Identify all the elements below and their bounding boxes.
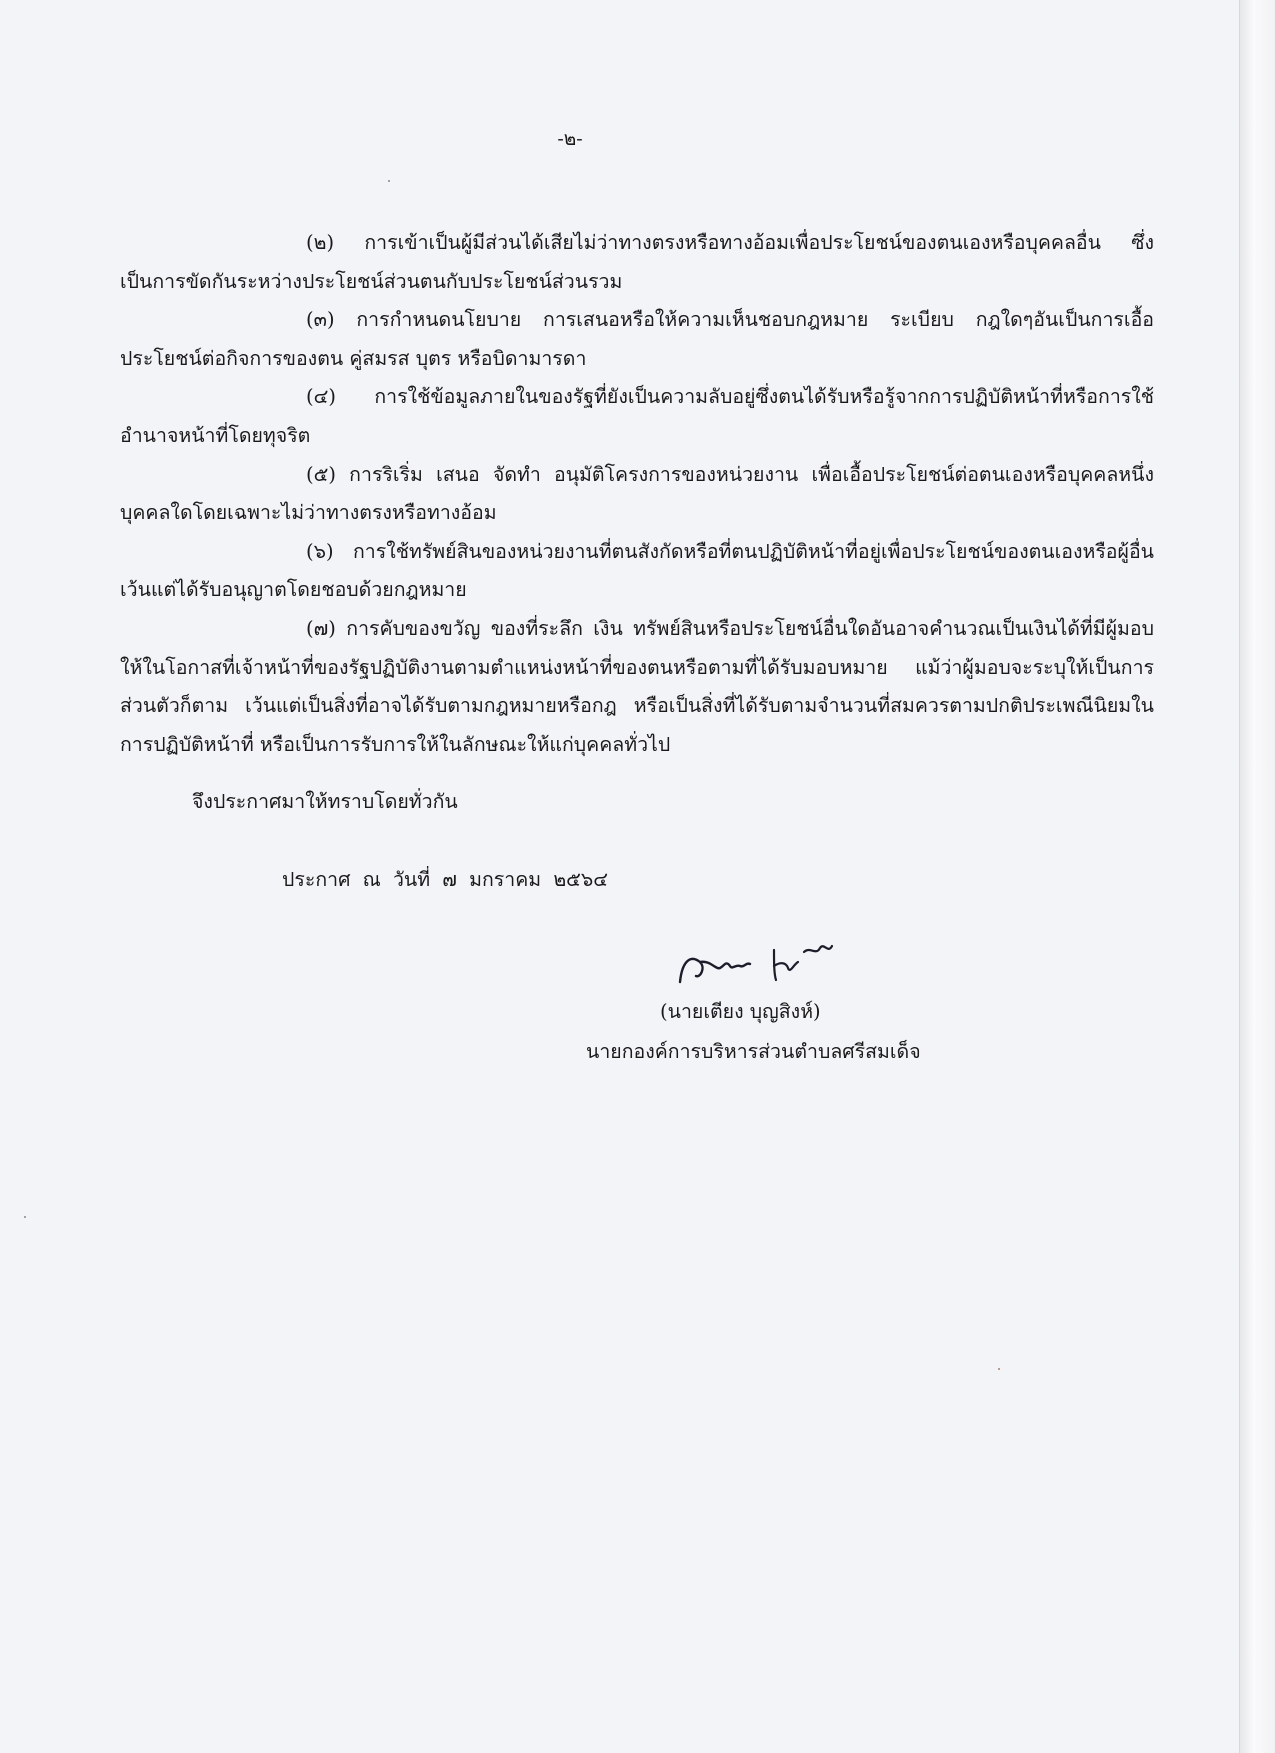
paper-edge [1239, 0, 1275, 1753]
paper-speck [388, 180, 390, 182]
clause-2: (๒) การเข้าเป็นผู้มีส่วนได้เสียไม่ว่าทางตรงหรือทางอ้อมเพื่อประโยชน์ของตนเองหรือบุคคลอื่น ซึ่งเป็นการขัดกันระหว่างประโยชน์ส่วนตนกับประโยชน์ส่วนรวม [120, 231, 1154, 293]
closing-statement: จึงประกาศมาให้ทราบโดยทั่วกัน [192, 790, 458, 813]
signer-title: นายกองค์การบริหารส่วนตำบลศรีสมเด็จ [586, 1040, 921, 1063]
clause-4: (๔) การใช้ข้อมูลภายในของรัฐที่ยังเป็นความลับอยู่ซึ่งตนได้รับหรือรู้จากการปฏิบัติหน้าที่หรือการใช้อำนาจหน้าที่โดยทุจริต [120, 385, 1154, 447]
announcement-body [120, 224, 1154, 764]
handwritten-signature [670, 932, 860, 992]
paper-speck [998, 1368, 1000, 1370]
announcement-date: ประกาศ ณ วันที่ ๗ มกราคม ๒๕๖๔ [282, 868, 609, 891]
clause-5: (๕) การริเริ่ม เสนอ จัดทำ อนุมัติโครงการของหน่วยงาน เพื่อเอื้อประโยชน์ต่อตนเองหรือบุคคลหนึ่งบุคคลใดโดยเฉพาะไม่ว่าทางตรงหรือทางอ้อม [120, 462, 1154, 525]
paper-speck [24, 1216, 26, 1218]
page-number: -๒- [557, 128, 583, 150]
clause-3: (๓) การกำหนดนโยบาย การเสนอหรือให้ความเห็นชอบกฎหมาย ระเบียบ กฎใดๆอันเป็นการเอื้อประโยชน์ต่อกิจการของตน คู่สมรส บุตร หรือบิดามารดา [120, 308, 1154, 370]
signer-name: (นายเตียง บุญสิงห์) [660, 1000, 821, 1023]
clause-6: (๖) การใช้ทรัพย์สินของหน่วยงานที่ตนสังกัดหรือที่ตนปฏิบัติหน้าที่อยู่เพื่อประโยชน์ของตนเองหรือผู้อื่น เว้นแต่ได้รับอนุญาตโดยชอบด้วยกฎหมาย [120, 539, 1154, 602]
clause-7: (๗) การคับของขวัญ ของที่ระลึก เงิน ทรัพย์สินหรือประโยชน์อื่นใดอันอาจคำนวณเป็นเงินได้ที่มีผู้มอบให้ในโอกาสที่เจ้าหน้าที่ของรัฐปฏิบัติงานตามตำแหน่งหน้าที่ของตนหรือตามที่ได้รับมอบหมาย แม้ว่าผู้มอบจะระบุให้เป็นการส่วนตัวก็ตาม เว้นแต่เป็นสิ่งที่อาจได้รับตามกฎหมายหรือกฎ หรือเป็นสิ่งที่ได้รับตามจำนวนที่สมควรตามปกติประเพณีนิยมในการปฏิบัติหน้าที่ หรือเป็นการรับการให้ในลักษณะให้แก่บุคคลทั่วไป [120, 616, 1154, 756]
